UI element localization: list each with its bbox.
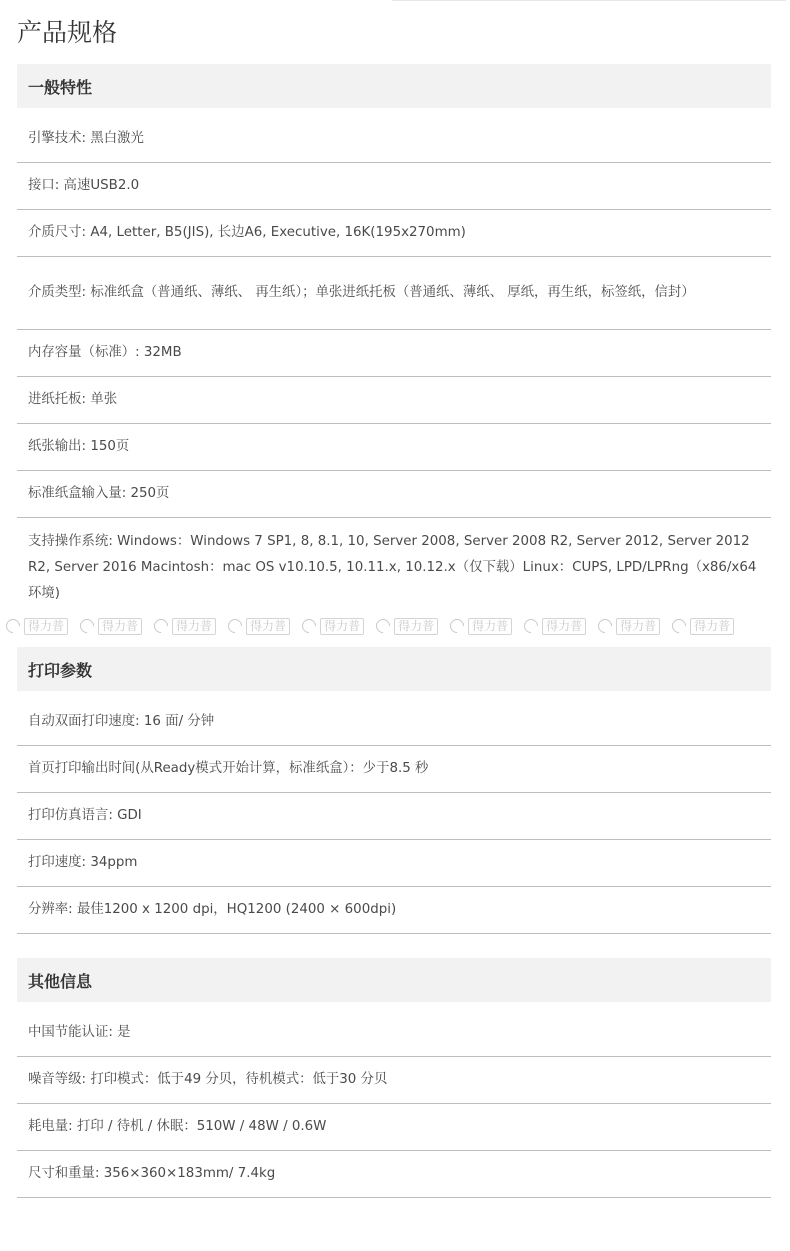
top-divider	[392, 0, 786, 1]
spec-row: 首页打印输出时间(从Ready模式开始计算，标准纸盒）：少于8.5 秒	[17, 746, 771, 793]
brand-logo-icon	[595, 616, 615, 636]
watermark-item: 得力普	[302, 613, 364, 639]
watermark-item: 得力普	[598, 613, 660, 639]
section-other-info	[17, 958, 771, 1198]
spec-row: 尺寸和重量: 356×360×183mm/ 7.4kg	[17, 1151, 771, 1198]
section-title: 其他信息	[17, 958, 771, 1002]
spec-row: 接口: 高速USB2.0	[17, 163, 771, 210]
spec-list	[17, 699, 771, 934]
spec-row: 耗电量: 打印 / 待机 / 休眠：510W / 48W / 0.6W	[17, 1104, 771, 1151]
section-title: 打印参数	[17, 647, 771, 691]
brand-logo-icon	[521, 616, 541, 636]
brand-logo-icon	[373, 616, 393, 636]
watermark-item: 得力普	[228, 613, 290, 639]
page-title: 产品规格	[17, 18, 118, 47]
spec-row: 纸张输出: 150页	[17, 424, 771, 471]
spec-row: 分辨率: 最佳1200 x 1200 dpi，HQ1200 (2400 × 600dpi)	[17, 887, 771, 934]
spec-row: 打印仿真语言: GDI	[17, 793, 771, 840]
section-print-params	[17, 647, 771, 934]
spec-row: 内存容量（标准）: 32MB	[17, 330, 771, 377]
spec-row: 支持操作系统: Windows：Windows 7 SP1, 8, 8.1, 10, Server 2008, Server 2008 R2, Server 2012, Server 2012 R2, Server 2016 Macintosh：mac OS v10.10.5, 10.11.x, 10.12.x（仅下载）Linux：CUPS, LPD/LPRng（x86/x64 环境)	[28, 533, 757, 601]
spec-row: 引擎技术: 黑白激光	[17, 116, 771, 163]
brand-logo-icon	[299, 616, 319, 636]
spec-row: 中国节能认证: 是	[17, 1010, 771, 1057]
brand-logo-icon	[669, 616, 689, 636]
spec-row: 自动双面打印速度: 16 面/ 分钟	[17, 699, 771, 746]
watermark-item: 得力普	[80, 613, 142, 639]
section-general	[17, 64, 771, 617]
watermark-item: 得力普	[450, 613, 512, 639]
spec-row: 标准纸盒输入量: 250页	[17, 471, 771, 518]
spec-row: 噪音等级: 打印模式：低于49 分贝，待机模式：低于30 分贝	[17, 1057, 771, 1104]
watermark-item: 得力普	[154, 613, 216, 639]
watermark-item: 得力普	[376, 613, 438, 639]
section-title: 一般特性	[17, 64, 771, 108]
spec-list	[17, 116, 771, 617]
brand-logo-icon	[447, 616, 467, 636]
spec-row: 进纸托板: 单张	[17, 377, 771, 424]
spec-row: 打印速度: 34ppm	[17, 840, 771, 887]
spec-list	[17, 1010, 771, 1198]
brand-logo-icon	[151, 616, 171, 636]
watermark-item: 得力普	[524, 613, 586, 639]
brand-logo-icon	[3, 616, 23, 636]
brand-logo-icon	[77, 616, 97, 636]
spec-row: 介质尺寸: A4, Letter, B5(JIS), 长边A6, Executive, 16K(195x270mm)	[17, 210, 771, 257]
brand-logo-icon	[225, 616, 245, 636]
watermark-item: 得力普	[6, 613, 68, 639]
watermark-item: 得力普	[672, 613, 734, 639]
spec-row: 介质类型: 标准纸盒（普通纸、薄纸、 再生纸）；单张进纸托板（普通纸、薄纸、 厚纸，再生纸，标签纸，信封）	[17, 257, 771, 330]
